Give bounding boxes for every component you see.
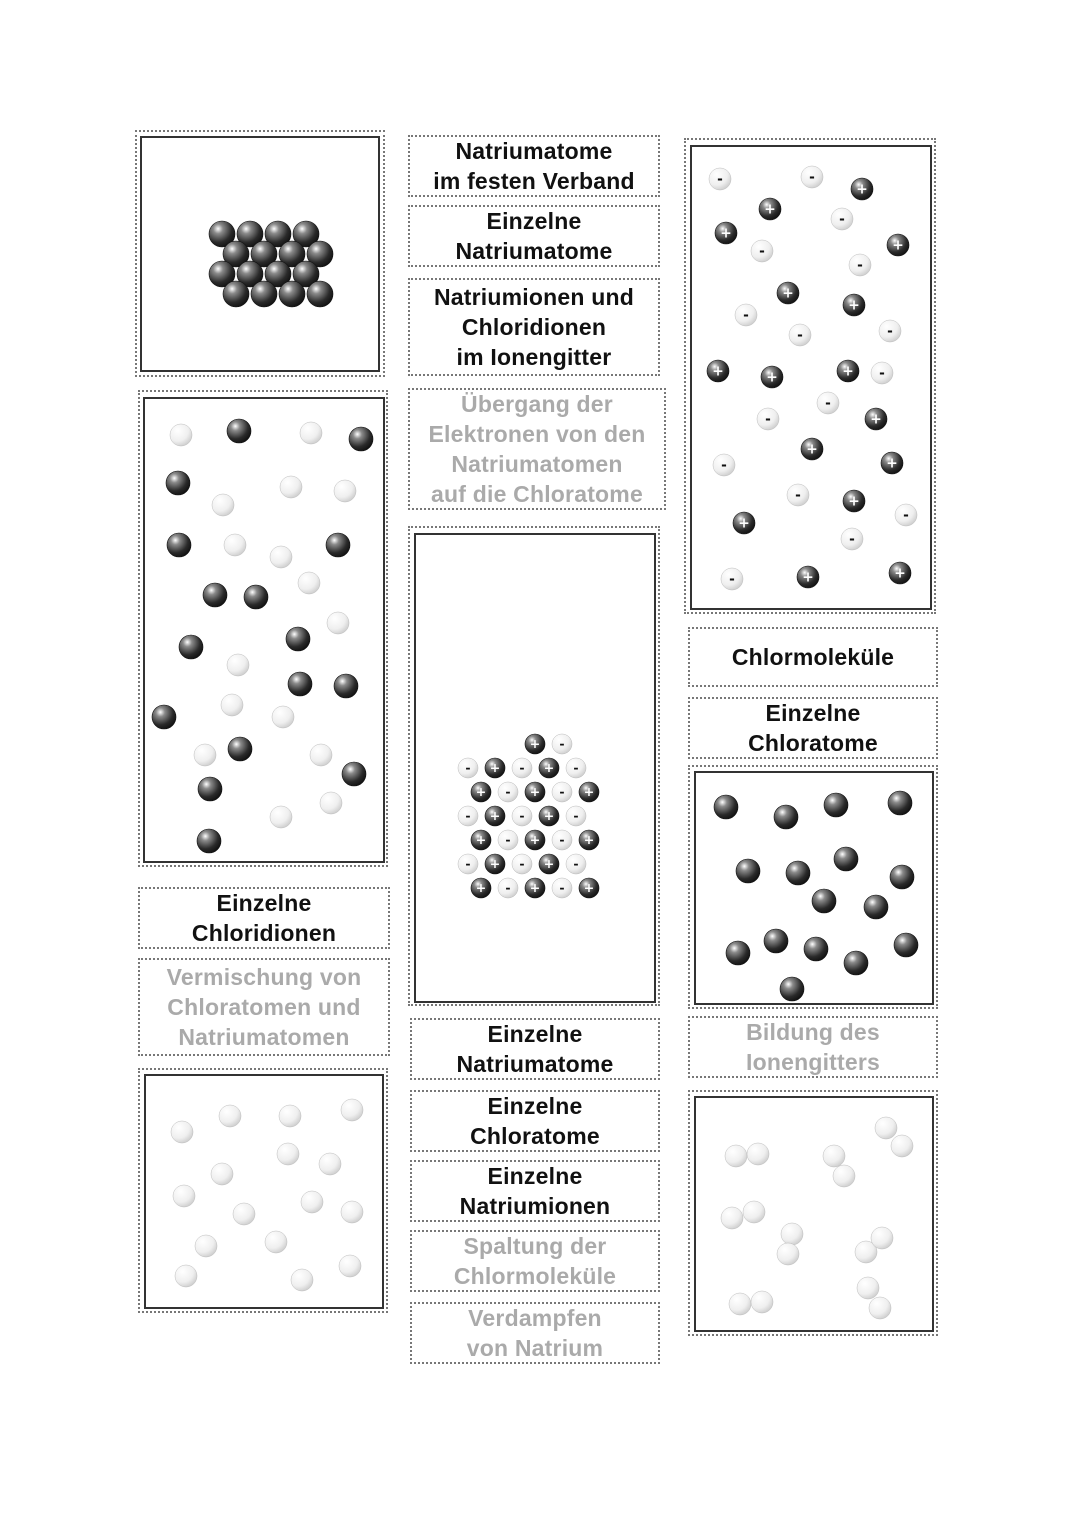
- chlorine-atom: [341, 1201, 363, 1223]
- sodium-atoms-svg: [696, 773, 932, 1003]
- chlorine-atom: [277, 1143, 299, 1165]
- plus-sign: +: [475, 832, 487, 848]
- minus-sign: -: [519, 808, 525, 824]
- sodium-atom: [804, 937, 828, 961]
- chlorine-atom: [227, 654, 249, 676]
- chlorine-molecule: [875, 1117, 913, 1157]
- plus-sign: +: [543, 856, 555, 872]
- card-separate-ions[interactable]: [684, 138, 936, 614]
- sodium-atom: [726, 941, 750, 965]
- minus-sign: -: [849, 531, 855, 548]
- plus-sign: +: [766, 369, 778, 386]
- sodium-atom: [824, 793, 848, 817]
- chlorine-atom: [339, 1255, 361, 1277]
- plus-sign: +: [529, 784, 541, 800]
- sodium-atom: [288, 672, 312, 696]
- plus-sign: +: [806, 441, 818, 458]
- sodium-atom: [894, 933, 918, 957]
- plus-sign: +: [848, 297, 860, 314]
- sodium-atom: [251, 281, 277, 307]
- sodium-atom: [342, 762, 366, 786]
- label-text: Übergang der Elektronen von den Natriumatomen auf die Chloratome: [428, 391, 646, 507]
- chlorine-atom: [721, 1207, 743, 1229]
- minus-sign: -: [797, 327, 803, 344]
- plus-sign: +: [782, 285, 794, 302]
- chlorine-atom: [341, 1099, 363, 1121]
- plus-sign: +: [712, 363, 724, 380]
- sodium-atom: [714, 795, 738, 819]
- label-card-natrium-fest[interactable]: [408, 135, 660, 197]
- minus-sign: -: [465, 808, 471, 824]
- chlorine-atom: [751, 1291, 773, 1313]
- chlorine-molecule: [857, 1277, 891, 1319]
- chlorine-molecule: [721, 1201, 765, 1229]
- plus-sign: +: [529, 736, 541, 752]
- card-ion-lattice[interactable]: [408, 526, 660, 1006]
- chlorine-atom: [310, 744, 332, 766]
- plus-sign: +: [720, 225, 732, 242]
- solid-sodium-svg: [142, 138, 378, 370]
- sodium-atom: [764, 929, 788, 953]
- chlorine-atom: [781, 1223, 803, 1245]
- sodium-atom: [864, 895, 888, 919]
- ion-lattice-svg: [416, 535, 654, 1001]
- chlorine-atom: [211, 1163, 233, 1185]
- diagram-ion-lattice: [414, 533, 656, 1003]
- chlorine-atom: [725, 1145, 747, 1167]
- chlorine-molecule: [729, 1291, 773, 1315]
- minus-sign: -: [573, 808, 579, 824]
- minus-sign: -: [759, 243, 765, 260]
- minus-sign: -: [765, 411, 771, 428]
- minus-sign: -: [519, 856, 525, 872]
- chlorine-atom: [280, 476, 302, 498]
- label-card-einzelne-chloratome-2[interactable]: [410, 1090, 660, 1152]
- diagram-sodium-atoms: [694, 771, 934, 1005]
- sodium-atom: [888, 791, 912, 815]
- sodium-atom: [736, 859, 760, 883]
- card-solid-sodium[interactable]: [135, 130, 385, 377]
- minus-sign: -: [559, 784, 565, 800]
- plus-sign: +: [842, 363, 854, 380]
- chlorine-molecules-svg: [696, 1098, 932, 1330]
- label-text: Natriumionen und Chloridionen im Ionengitter: [434, 284, 634, 370]
- label-card-bildung[interactable]: [688, 1016, 938, 1078]
- chlorine-atom: [175, 1265, 197, 1287]
- plus-sign: +: [529, 880, 541, 896]
- label-card-einzelne-chloridionen[interactable]: [138, 887, 390, 949]
- sodium-atom: [349, 427, 373, 451]
- minus-sign: -: [573, 856, 579, 872]
- chlorine-atom: [224, 534, 246, 556]
- minus-sign: -: [465, 856, 471, 872]
- minus-sign: -: [559, 736, 565, 752]
- label-text: Einzelne Chloridionen: [191, 890, 337, 946]
- chlorine-atom: [291, 1269, 313, 1291]
- plus-sign: +: [475, 880, 487, 896]
- sodium-atom: [834, 847, 858, 871]
- sodium-atom: [203, 583, 227, 607]
- label-text: Einzelne Chloratome: [470, 1093, 600, 1149]
- chlorine-atom: [869, 1297, 891, 1319]
- chlorine-atom: [298, 572, 320, 594]
- minus-sign: -: [505, 784, 511, 800]
- minus-sign: -: [729, 571, 735, 588]
- plus-sign: +: [856, 181, 868, 198]
- chlorine-atom: [171, 1121, 193, 1143]
- chlorine-molecule: [855, 1227, 893, 1263]
- diagram-chlorine-molecules: [694, 1096, 934, 1332]
- plus-sign: +: [489, 856, 501, 872]
- chlorine-atom: [747, 1143, 769, 1165]
- minus-sign: -: [559, 832, 565, 848]
- chlorine-atom: [729, 1293, 751, 1315]
- sodium-atom: [198, 777, 222, 801]
- label-text: Vermischung von Chloratomen und Natriumatomen: [166, 964, 362, 1050]
- minus-sign: -: [573, 760, 579, 776]
- chlorine-atoms-svg: [146, 1076, 382, 1307]
- sodium-atom: [223, 281, 249, 307]
- sodium-atom: [774, 805, 798, 829]
- label-text: Natriumatome im festen Verband: [433, 138, 635, 194]
- diagram-separate-ions: [690, 145, 932, 610]
- label-text: Spaltung der Chlormoleküle: [453, 1233, 617, 1289]
- minus-sign: -: [717, 171, 723, 188]
- label-card-einzelne-natriumatome-2[interactable]: [410, 1018, 660, 1080]
- sodium-atom: [780, 977, 804, 1001]
- chlorine-atom: [219, 1105, 241, 1127]
- chlorine-atom: [857, 1277, 879, 1299]
- chlorine-atom: [194, 744, 216, 766]
- sodium-atom: [326, 533, 350, 557]
- plus-sign: +: [738, 515, 750, 532]
- plus-sign: +: [583, 880, 595, 896]
- chlorine-atom: [195, 1235, 217, 1257]
- minus-sign: -: [887, 323, 893, 340]
- minus-sign: -: [519, 760, 525, 776]
- label-card-einzelne-natriumionen[interactable]: [410, 1160, 660, 1222]
- chlorine-molecule: [777, 1223, 803, 1265]
- minus-sign: -: [505, 832, 511, 848]
- chlorine-atom: [327, 612, 349, 634]
- card-single-chlorine-atoms[interactable]: [138, 1068, 388, 1313]
- chlorine-atom: [743, 1201, 765, 1223]
- sodium-atom: [167, 533, 191, 557]
- label-text: Bildung des Ionengitters: [745, 1019, 881, 1075]
- sodium-atom: [197, 829, 221, 853]
- minus-sign: -: [857, 257, 863, 274]
- minus-sign: -: [559, 880, 565, 896]
- minus-sign: -: [505, 880, 511, 896]
- chlorine-atom: [170, 424, 192, 446]
- chlorine-atom: [300, 422, 322, 444]
- plus-sign: +: [543, 808, 555, 824]
- sodium-atom: [307, 281, 333, 307]
- chlorine-atom: [320, 792, 342, 814]
- label-text: Einzelne Natriumatome: [455, 208, 613, 264]
- sodium-atom: [152, 705, 176, 729]
- label-card-verdampfen[interactable]: [410, 1302, 660, 1364]
- chlorine-atom: [221, 694, 243, 716]
- plus-sign: +: [764, 201, 776, 218]
- label-text: Einzelne Natriumatome: [456, 1021, 614, 1077]
- chlorine-atom: [334, 480, 356, 502]
- plus-sign: +: [892, 237, 904, 254]
- chlorine-atom: [270, 546, 292, 568]
- chlorine-atom: [212, 494, 234, 516]
- chlorine-atom: [265, 1231, 287, 1253]
- chlorine-atom: [891, 1135, 913, 1157]
- chlorine-atom: [270, 806, 292, 828]
- mixture-svg: [145, 399, 383, 861]
- plus-sign: +: [870, 411, 882, 428]
- chlorine-atom: [833, 1165, 855, 1187]
- diagram-solid-sodium: [140, 136, 380, 372]
- label-card-spaltung[interactable]: [410, 1230, 660, 1292]
- label-text: Einzelne Natriumionen: [459, 1163, 611, 1219]
- sodium-atom: [166, 471, 190, 495]
- chlorine-atom: [279, 1105, 301, 1127]
- chlorine-atom: [272, 706, 294, 728]
- diagram-mixture: [143, 397, 385, 863]
- minus-sign: -: [743, 307, 749, 324]
- sodium-atom: [286, 627, 310, 651]
- chlorine-atom: [233, 1203, 255, 1225]
- sodium-atom: [812, 889, 836, 913]
- sodium-atom: [844, 951, 868, 975]
- sodium-atom: [244, 585, 268, 609]
- chlorine-atom: [301, 1191, 323, 1213]
- chlorine-molecule: [823, 1145, 855, 1187]
- sodium-atom: [228, 737, 252, 761]
- plus-sign: +: [848, 493, 860, 510]
- card-sodium-atoms[interactable]: [688, 765, 938, 1009]
- plus-sign: +: [489, 760, 501, 776]
- chlorine-atom: [875, 1117, 897, 1139]
- minus-sign: -: [825, 395, 831, 412]
- plus-sign: +: [489, 808, 501, 824]
- plus-sign: +: [583, 832, 595, 848]
- diagram-single-chlorine-atoms: [144, 1074, 384, 1309]
- chlorine-atom: [319, 1153, 341, 1175]
- sodium-atom: [227, 419, 251, 443]
- label-card-einzelne-chloratome-1[interactable]: [688, 697, 938, 759]
- minus-sign: -: [465, 760, 471, 776]
- label-card-chlormolekuele[interactable]: [688, 627, 938, 687]
- label-card-uebergang[interactable]: [408, 388, 666, 510]
- label-text: Verdampfen von Natrium: [466, 1305, 604, 1361]
- minus-sign: -: [721, 457, 727, 474]
- minus-sign: -: [839, 211, 845, 228]
- label-card-ionengitter[interactable]: [408, 278, 660, 376]
- plus-sign: +: [475, 784, 487, 800]
- chlorine-atom: [173, 1185, 195, 1207]
- chlorine-molecule: [725, 1143, 769, 1167]
- minus-sign: -: [903, 507, 909, 524]
- label-text: Chlormoleküle: [731, 644, 895, 670]
- minus-sign: -: [795, 487, 801, 504]
- sodium-atom: [279, 281, 305, 307]
- minus-sign: -: [809, 169, 815, 186]
- sodium-atom: [334, 674, 358, 698]
- chlorine-atom: [777, 1243, 799, 1265]
- chlorine-atom: [871, 1227, 893, 1249]
- card-mixture[interactable]: [138, 390, 388, 867]
- sodium-atom: [890, 865, 914, 889]
- chlorine-atom: [823, 1145, 845, 1167]
- plus-sign: +: [894, 565, 906, 582]
- plus-sign: +: [529, 832, 541, 848]
- sodium-atom: [179, 635, 203, 659]
- minus-sign: -: [879, 365, 885, 382]
- label-text: Einzelne Chloratome: [748, 700, 878, 756]
- plus-sign: +: [583, 784, 595, 800]
- separate-ions-svg: [692, 147, 930, 608]
- plus-sign: +: [886, 455, 898, 472]
- sodium-atom: [786, 861, 810, 885]
- plus-sign: +: [543, 760, 555, 776]
- label-card-einzelne-natriumatome-1[interactable]: [408, 205, 660, 267]
- label-card-vermischung[interactable]: [138, 958, 390, 1056]
- plus-sign: +: [802, 569, 814, 586]
- card-chlorine-molecules[interactable]: [688, 1090, 938, 1336]
